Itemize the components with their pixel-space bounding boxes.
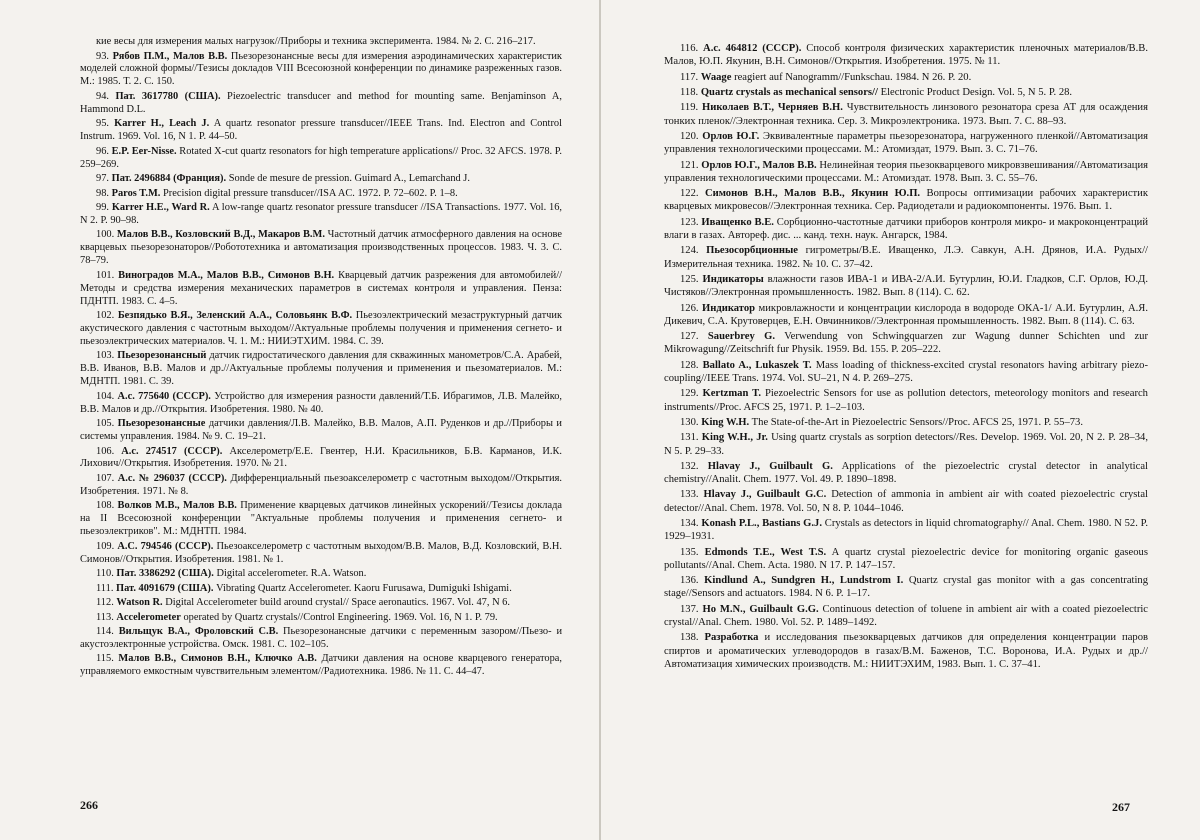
reference-entry xyxy=(80,583,562,596)
reference-entry xyxy=(80,310,562,349)
reference-authors: Konash P.L., Bastians G.J. xyxy=(701,518,822,530)
reference-number: 117. xyxy=(680,71,699,83)
reference-details: Digital accelerometer. R.A. Watson. xyxy=(216,568,367,580)
reference-authors: Karrer H., Leach J. xyxy=(114,118,210,130)
reference-entry xyxy=(664,130,1148,156)
reference-entry xyxy=(80,446,562,472)
reference-authors: Волков М.В., Малов В.В. xyxy=(117,500,237,512)
reference-number: 118. xyxy=(680,86,699,98)
reference-authors: Ho M.N., Guilbault G.G. xyxy=(702,603,819,615)
reference-authors: Hlavay J., Guilbault G.C. xyxy=(703,489,827,501)
reference-entry xyxy=(80,391,562,417)
reference-number: 99. xyxy=(96,202,109,214)
reference-entry xyxy=(664,71,1148,84)
reference-details: Датчики давления на основе кварцевого генератора, управляемого емкостным чувствительным элементом//Радиотехника. 1986. № 11. С. 44–47. xyxy=(80,653,562,678)
reference-number: 95. xyxy=(96,118,109,130)
reference-entry xyxy=(80,91,562,117)
page-number: 267 xyxy=(1112,800,1130,814)
reference-entry xyxy=(664,488,1148,514)
reference-number: 134. xyxy=(680,518,699,530)
reference-list xyxy=(80,36,562,679)
reference-authors: Малов В.В., Симонов В.Н., Ключко А.В. xyxy=(118,653,317,665)
reference-authors: Разработка xyxy=(704,632,759,644)
reference-details: Кварцевый датчик разрежения для автомобилей//Методы и средства измерения механических параметров в системах контроля и управления. Пенза: ПДНТП. 1983. С. 4–5. xyxy=(80,269,562,307)
reference-details: датчики давления/Л.В. Малейко, В.В. Малов, А.П. Руденков и др.//Приборы и системы управления. 1984. № 9. С. 19–21. xyxy=(80,418,562,442)
reference-authors: А.с. 274517 (СССР). xyxy=(121,445,223,457)
reference-number: 133. xyxy=(680,489,699,501)
reference-number: 132. xyxy=(680,460,699,472)
reference-entry xyxy=(664,187,1148,213)
reference-authors: Пат. 3617780 (США). xyxy=(115,90,221,102)
reference-authors: Edmonds T.E., West T.S. xyxy=(704,546,827,558)
reference-authors: Accelerometer xyxy=(116,611,181,623)
reference-number: 138. xyxy=(680,632,699,644)
reference-details: Precision digital pressure transducer//ISA AC. 1972. P. 72–602. P. 1–8. xyxy=(163,187,458,199)
reference-authors: E.P. Eer-Nisse. xyxy=(111,145,177,157)
reference-authors: King W.H. xyxy=(701,416,750,428)
reference-details: Detection of ammonia in ambient air with coated piezoelectric crystal detector//Anal. Chem. 1978. Vol. 50, N 8. P. 1044–1046. xyxy=(664,489,1149,514)
reference-entry xyxy=(664,517,1148,543)
reference-number: 127. xyxy=(680,331,699,343)
reference-entry xyxy=(80,118,562,144)
reference-authors: А.с. 464812 (СССР). xyxy=(703,43,802,54)
reference-entry xyxy=(80,270,562,309)
reference-number: 128. xyxy=(680,359,699,371)
right-page xyxy=(600,0,1200,840)
reference-number: 137. xyxy=(680,603,699,615)
reference-details: Using quartz crystals as sorption detectors//Res. Develop. 1969. Vol. 20, N 2. P. 28–34, N 5. P. 29–33. xyxy=(664,432,1148,457)
reference-number: 121. xyxy=(680,159,699,171)
reference-details: Применение кварцевых датчиков линейных ускорений//Тезисы доклада на II Всесоюзной конференции "Актуальные проблемы получения и применения сегнето- и пьезоэлектриков". М.: МДНТП. 1984. xyxy=(80,500,562,538)
reference-entry xyxy=(664,42,1148,68)
reference-entry xyxy=(664,546,1148,572)
reference-authors: Николаев В.Т., Черняев В.Н. xyxy=(702,102,843,114)
reference-number: 98. xyxy=(96,187,109,199)
reference-details: Нелинейная теория пьезокварцевого микровзвешивания//Автоматизация управления технологическими процессами. М.: Атомиздат. 1978. Вып. 3. С. 55–76. xyxy=(664,159,1149,184)
reference-entry xyxy=(80,653,562,679)
reference-authors: А.С. 794546 (СССР). xyxy=(117,540,214,552)
reference-authors: Hlavay J., Guilbault G. xyxy=(707,460,833,472)
reference-details: The State-of-the-Art in Piezoelectric Sensors//Proc. AFCS 25, 1971. P. 55–73. xyxy=(751,416,1083,428)
reference-authors: Watson R. xyxy=(116,597,163,609)
reference-authors: Виноградов М.А., Малов В.В., Симонов В.Н. xyxy=(118,269,335,281)
reference-number: 100. xyxy=(96,229,115,241)
reference-entry xyxy=(80,597,562,610)
reference-entry xyxy=(80,173,562,186)
reference-details: Verwendung von Schwingquarzen zur Wagung dunner Schichten und zur Mikrowagung//Zeitschrift fur Physik. 1959. Bd. 155. P. 205–222. xyxy=(664,331,1148,356)
reference-entry xyxy=(80,500,562,539)
reference-details: Electronic Product Design. Vol. 5, N 5. P. 28. xyxy=(880,86,1073,98)
reference-authors: Индикатор xyxy=(702,302,756,314)
reference-details: кие весы для измерения малых нагрузок//Приборы и техника эксперимента. 1984. № 2. С. 216–217. xyxy=(96,36,536,47)
reference-authors: Индикаторы xyxy=(702,273,764,285)
reference-number: 110. xyxy=(96,568,114,580)
reference-details: датчик гидростатического давления для скважинных манометров/С.А. Арабей, В.В. Иванов, В.В. Малов и др.//Актуальные проблемы получения и применения и пьезоматериалов. М.: МДНТП. 1981. С. 39. xyxy=(80,350,562,388)
reference-number: 126. xyxy=(680,302,699,314)
reference-details: микровлажности и концентрации кислорода в водороде ОКА-1/ А.И. Бутурлин, А.Я. Дикевич, С.А. Крутоверцев, Е.Н. Овчинников//Электронная промышленность. 1982. Вып. 8 (114). С. 63. xyxy=(664,302,1148,327)
reference-number: 104. xyxy=(96,390,115,402)
reference-entry xyxy=(80,612,562,625)
reference-entry xyxy=(664,460,1148,486)
reference-number: 101. xyxy=(96,269,115,281)
reference-authors: Sauerbrey G. xyxy=(707,331,776,343)
reference-number: 135. xyxy=(680,546,699,558)
reference-details: Digital Accelerometer build around crystal// Space aeronautics. 1967. Vol. 47, N 6. xyxy=(165,597,510,609)
reference-details: Частотный датчик атмосферного давления на основе кварцевых пьезорезонаторов//Робототехника и автоматизация производственных процессов. 1983. Ч. 3. С. 78–79. xyxy=(80,229,562,267)
reference-details: Vibrating Quartz Accelerometer. Kaoru Furusawa, Dumiguki Ishigami. xyxy=(216,582,512,594)
reference-details: Вопросы оптимизации рабочих характеристик кварцевых микровесов//Электронная техника. Сер. Радиодетали и радиокомпоненты. 1976. Вып. 1. xyxy=(664,188,1148,213)
reference-number: 123. xyxy=(680,216,699,228)
reference-number: 112. xyxy=(96,597,114,609)
reference-number: 114. xyxy=(96,626,114,638)
reference-authors: Орлов Ю.Г., Малов В.В. xyxy=(701,159,817,171)
reference-number: 130. xyxy=(680,416,699,428)
reference-entry xyxy=(664,631,1148,671)
reference-details: Пьезоакселерометр с частотным выходом/В.В. Малов, В.Д. Козловский, В.Н. Симонов//Открытия. Изобретения. 1981. № 1. xyxy=(80,540,562,565)
reference-number: 136. xyxy=(680,575,699,587)
reference-authors: А.с. 775640 (СССР). xyxy=(117,390,211,402)
reference-number: 122. xyxy=(680,188,699,200)
reference-authors: Малов В.В., Козловский В.Д., Макаров В.М. xyxy=(116,229,325,241)
reference-number: 107. xyxy=(96,472,115,484)
reference-entry xyxy=(80,188,562,201)
reference-entry xyxy=(80,418,562,444)
reference-number: 111. xyxy=(96,582,114,594)
reference-details: Quartz crystal gas monitor with a gas concentrating stage//Sensors and actuators. 1984. N 6. P. 1–17. xyxy=(664,575,1148,600)
reference-authors: Симонов В.Н., Малов В.В., Якунин Ю.П. xyxy=(704,188,921,200)
reference-details: Устройство для измерения разности давлений/Т.Б. Ибрагимов, Л.В. Малейко, В.В. Малов и др.//Открытия. Изобретения. 1980. № 40. xyxy=(80,390,563,415)
reference-entry xyxy=(664,302,1148,328)
reference-number: 94. xyxy=(96,90,109,102)
reference-number: 96. xyxy=(96,145,109,157)
reference-details: Piezoelectric Sensors for use as pollution detectors, meteorology monitors and research instruments//Proc. AFCS 25, 1971. P. 1–2–103. xyxy=(664,388,1148,413)
reference-details: Piezoelectric transducer and method for mounting same. Benjaminson A, Hammond D.L. xyxy=(80,90,562,115)
reference-entry xyxy=(664,159,1148,185)
reference-authors: Рябов П.М., Малов В.В. xyxy=(112,50,228,62)
reference-entry xyxy=(664,273,1148,299)
reference-entry xyxy=(664,216,1148,242)
reference-details: Дифференциальный пьезоакселерометр с частотным выходом//Открытия. Изобретения. 1971. № 8. xyxy=(80,472,562,497)
reference-details: Чувствительность линзового резонатора среза АТ для осаждения тонких пленок//Электронная техника. Сер. 3. Микроэлектроника. 1973. Вып. 7. С. 88–93. xyxy=(664,102,1148,127)
reference-details: Пьезорезонансные весы для измерения аэродинамических характеристик моделей сложной формы//Тезисы докладов VIII Всесоюзной конференции по динамике разреженных газов. М.: 1985. Т. 2. С. 150. xyxy=(80,50,562,88)
reference-entry xyxy=(664,574,1148,600)
reference-entry xyxy=(80,51,562,90)
reference-authors: Kindlund A., Sundgren H., Lundstrom I. xyxy=(704,575,904,587)
reference-entry xyxy=(80,350,562,389)
reference-number: 108. xyxy=(96,500,115,512)
reference-entry xyxy=(80,36,562,49)
reference-details: Sonde de mesure de pression. Guimard A., Lemarchand J. xyxy=(228,173,470,185)
reference-details: Пьезоэлектрический мезаструктурный датчик акустического давления с частотным выходом//Актуальные проблемы получения и применения сегнето- и пьезоэлектрических материалов. Ч. 1. М.: НИИЭТХИМ. 1984. С. 39. xyxy=(80,310,562,347)
reference-authors: Пат. 2496884 (Франция). xyxy=(111,173,227,185)
reference-number: 119. xyxy=(680,102,699,114)
reference-details: A quartz crystal piezoelectric device for monitoring organic gaseous pollutants//Anal. Chem. Acta. 1980. N 17. P. 147–157. xyxy=(664,546,1148,571)
reference-details: Continuous detection of toluene in ambient air with a coated piezoelectric crystal//Anal. Chem. 1980. Vol. 52. P. 1489–1492. xyxy=(664,603,1148,629)
reference-details: reagiert auf Nanogramm//Funkschau. 1984. N 26. P. 20. xyxy=(734,71,972,83)
reference-number: 131. xyxy=(680,432,699,444)
reference-entry xyxy=(80,626,562,652)
reference-authors: Paros T.M. xyxy=(111,187,161,199)
reference-number: 106. xyxy=(96,445,115,457)
reference-entry xyxy=(664,101,1148,127)
reference-details: operated by Quartz crystals//Control Engineering. 1969. Vol. 16, N 1. P. 79. xyxy=(183,611,498,623)
reference-authors: King W.H., Jr. xyxy=(701,432,768,444)
reference-number: 109. xyxy=(96,540,115,552)
reference-details: Пьезорезонансные датчики с переменным зазором//Пьезо- и акустоэлектронные устройства. Омск. 1981. С. 102–105. xyxy=(80,626,563,650)
reference-details: Mass loading of thickness-excited crystal resonators having arbitrary piezo-coupling//IEEE Trans. 1974. Vol. SU–21, N 4. P. 269–275. xyxy=(664,359,1148,384)
reference-number: 115. xyxy=(96,653,114,665)
reference-entry xyxy=(664,387,1148,413)
reference-number: 113. xyxy=(96,611,114,623)
reference-details: гигрометры/В.Е. Иващенко, Л.Э. Савкун, А.Н. Дрянов, И.А. Рудых//Измерительная техника. 1982. № 10. С. 37–42. xyxy=(664,245,1148,270)
reference-details: Applications of the piezoelectric crystal detector in analytical chemistry//Analit. Chem. 1977. Vol. 49. P. 1890–1898. xyxy=(664,460,1148,486)
reference-entry xyxy=(80,229,562,268)
reference-number: 120. xyxy=(680,130,699,142)
reference-authors: Waage xyxy=(700,71,732,83)
reference-details: A quartz resonator pressure transducer//IEEE Trans. Ind. Electron and Control Instrum. 1969. Vol. 16, N 1. P. 44–50. xyxy=(80,118,562,143)
reference-details: Сорбционно-частотные датчики приборов контроля микро- и макроконцентраций влаги в газах. Автореф. дис. ... канд. техн. наук. Ангарск, 1984. xyxy=(664,216,1148,241)
reference-details: влажности газов ИВА-1 и ИВА-2/А.И. Бутурлин, Ю.И. Гладков, С.Г. Орлов, Ю.Д. Чистяков//Электронная промышленность. 1982. Вып. 8 (114). С. 62. xyxy=(664,273,1148,299)
reference-details: Эквивалентные параметры пьезорезонатора, нагруженного пленкой//Автоматизация управления технологическими процессами. М.: Атомиздат, 1979. Вып. 3. С. 71–76. xyxy=(664,130,1149,156)
reference-authors: Kertzman T. xyxy=(702,388,762,400)
reference-entry xyxy=(80,568,562,581)
reference-number: 103. xyxy=(96,350,115,362)
reference-details: и исследования пьезокварцевых датчиков для определения концентрации паров спиртов и ароматических углеводородов в газах/В.М. Баженов, Т.С. Воронова, И.А. Рудых и др.//Автоматизация химических производств. М.: НИИТЭХИМ, 1983. Вып. 1. С. 37–41. xyxy=(664,632,1148,670)
reference-entry xyxy=(664,603,1148,629)
reference-authors: Ballato A., Lukaszek T. xyxy=(702,359,812,371)
reference-authors: Иващенко В.Е. xyxy=(701,216,774,228)
reference-authors: Безпядько В.Я., Зеленский А.А., Соловьянк В.Ф. xyxy=(117,310,353,322)
reference-entry xyxy=(80,473,562,499)
reference-number: 116. xyxy=(680,43,699,54)
reference-authors: Пьезосорбционные xyxy=(706,245,799,257)
reference-details: Crystals as detectors in liquid chromatography// Anal. Chem. 1980. N 52. P. 1929–1931. xyxy=(664,518,1149,543)
reference-number: 102. xyxy=(96,310,115,322)
reference-entry xyxy=(664,86,1148,99)
reference-number: 129. xyxy=(680,388,699,400)
reference-authors: Quartz crystals as mechanical sensors// xyxy=(700,86,878,98)
reference-entry xyxy=(80,541,562,567)
reference-details: Акселерометр/Е.Е. Гвентер, Н.И. Красильников, Б.В. Карманов, И.К. Лихович//Открытия. Изобретения. 1970. № 21. xyxy=(80,445,562,470)
reference-authors: Вильщук В.А., Фроловский С.В. xyxy=(118,626,279,638)
reference-details: A low-range quartz resonator pressure transducer //ISA Transactions. 1977. Vol. 16, N 2. P. 90–98. xyxy=(80,202,562,226)
reference-authors: Пьезорезонансные xyxy=(117,418,206,430)
reference-authors: Karrer H.E., Ward R. xyxy=(111,202,210,214)
reference-authors: Пат. 3386292 (США). xyxy=(116,568,214,580)
reference-number: 105. xyxy=(96,418,115,430)
reference-entry xyxy=(664,416,1148,429)
reference-list xyxy=(664,42,1148,671)
reference-entry xyxy=(80,202,562,228)
page-number: 266 xyxy=(80,798,98,812)
reference-authors: А.с. № 296037 (СССР). xyxy=(117,472,227,484)
reference-entry xyxy=(664,359,1148,385)
reference-entry xyxy=(664,330,1148,356)
reference-details: Rotated X-cut quartz resonators for high temperature applications// Proc. 32 AFCS. 1978. P. 259–269. xyxy=(80,145,562,170)
reference-number: 125. xyxy=(680,273,699,285)
reference-entry xyxy=(664,431,1148,457)
reference-authors: Пат. 4091679 (США). xyxy=(116,582,214,594)
reference-entry xyxy=(80,146,562,172)
reference-number: 97. xyxy=(96,173,109,185)
reference-authors: Орлов Ю.Г. xyxy=(702,130,760,142)
reference-number: 124. xyxy=(680,245,699,257)
reference-number: 93. xyxy=(96,50,109,62)
reference-authors: Пьезорезонансный xyxy=(117,350,207,362)
reference-details: Способ контроля физических характеристик пленочных материалов/В.В. Малов, Ю.П. Якунин, В.Н. Симонов//Открытия. Изобретения. 1975. № 11. xyxy=(664,43,1148,68)
reference-entry xyxy=(664,244,1148,270)
